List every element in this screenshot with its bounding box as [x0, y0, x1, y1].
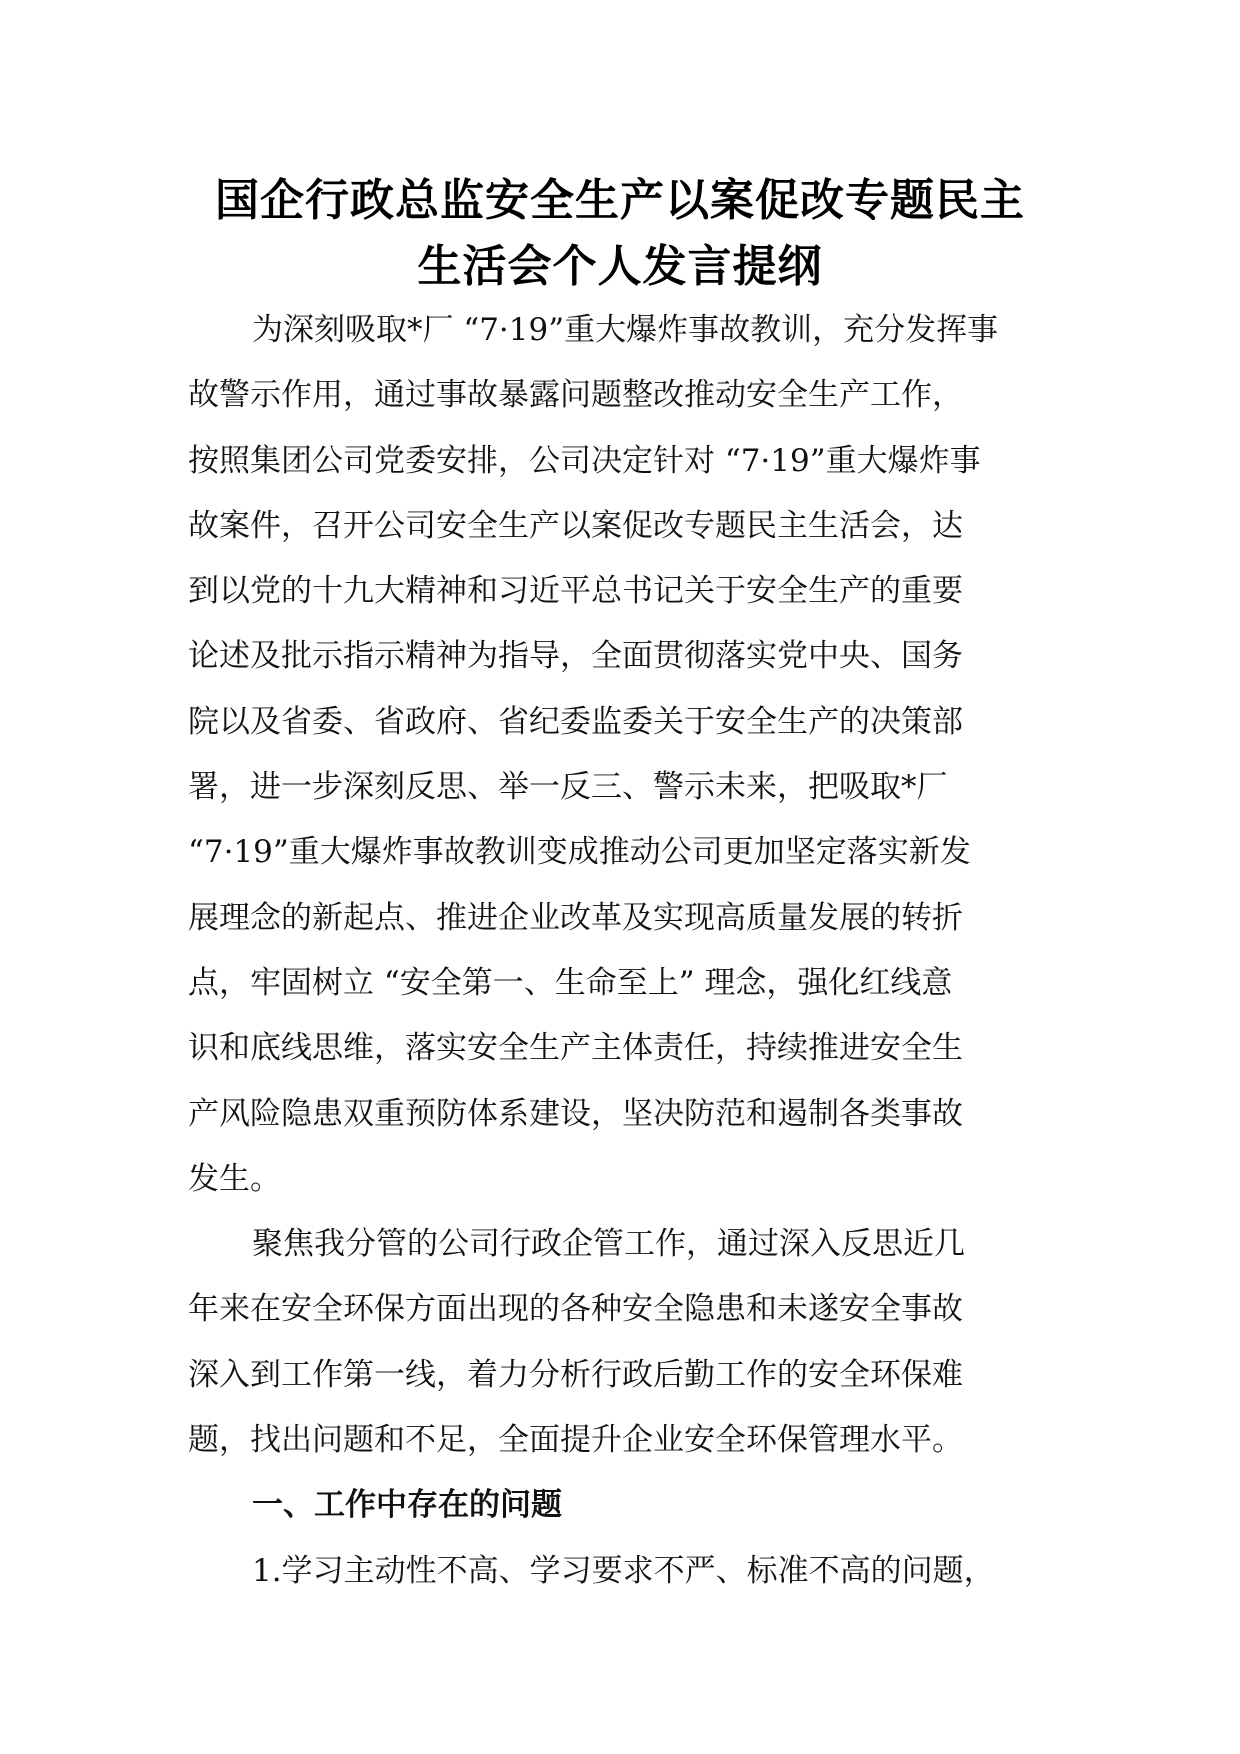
- paragraph-line: 为深刻吸取*厂 “7·19”重大爆炸事故教训，充分发挥事: [252, 312, 999, 348]
- paragraph-line: 年来在安全环保方面出现的各种安全隐患和未遂安全事故: [188, 1291, 963, 1328]
- paragraph-line: 到以党的十九大精神和习近平总书记关于安全生产的重要: [188, 573, 963, 610]
- paragraph-line: 展理念的新起点、推进企业改革及实现高质量发展的转折: [188, 899, 963, 936]
- paragraph-line: 产风险隐患双重预防体系建设，坚决防范和遏制各类事故: [188, 1095, 963, 1132]
- paragraph-line: 识和底线思维，落实安全生产主体责任，持续推进安全生: [188, 1030, 963, 1067]
- paragraph-line: 发生。: [188, 1160, 281, 1197]
- paragraph-line: 点，牢固树立 “安全第一、生命至上” 理念，强化红线意: [188, 964, 953, 1001]
- paragraph-line: 题，找出问题和不足，全面提升企业安全环保管理水平。: [188, 1422, 963, 1459]
- paragraph-1: [188, 298, 1054, 1212]
- paragraph-line: 故案件，召开公司安全生产以案促改专题民主生活会，达: [188, 507, 963, 544]
- paragraph-line: “7·19”重大爆炸事故教训变成推动公司更加坚定落实新发: [188, 834, 971, 871]
- title-line-1: 国企行政总监安全生产以案促改专题民主: [215, 175, 1025, 226]
- paragraph-line: 故警示作用，通过事故暴露问题整改推动安全生产工作，: [188, 377, 963, 414]
- paragraph-2: [188, 1212, 1054, 1473]
- paragraph-line: 院以及省委、省政府、省纪委监委关于安全生产的决策部: [188, 703, 963, 740]
- list-item-1: 1.学习主动性不高、学习要求不严、标准不高的问题，: [252, 1552, 995, 1589]
- paragraph-line: 论述及批示指示精神为指导，全面贯彻落实党中央、国务: [188, 638, 963, 675]
- title-line-2: 生活会个人发言提纲: [417, 241, 823, 292]
- document-title: [150, 168, 1090, 300]
- paragraph-line: 深入到工作第一线，着力分析行政后勤工作的安全环保难: [188, 1356, 963, 1393]
- paragraph-line: 按照集团公司党委安排，公司决定针对 “7·19”重大爆炸事: [188, 442, 981, 479]
- paragraph-line: 聚焦我分管的公司行政企管工作，通过深入反思近几: [252, 1226, 965, 1263]
- document-body: [188, 298, 1054, 1604]
- paragraph-line: 署，进一步深刻反思、举一反三、警示未来，把吸取*厂: [188, 769, 948, 806]
- section-heading: 一、工作中存在的问题: [252, 1487, 562, 1524]
